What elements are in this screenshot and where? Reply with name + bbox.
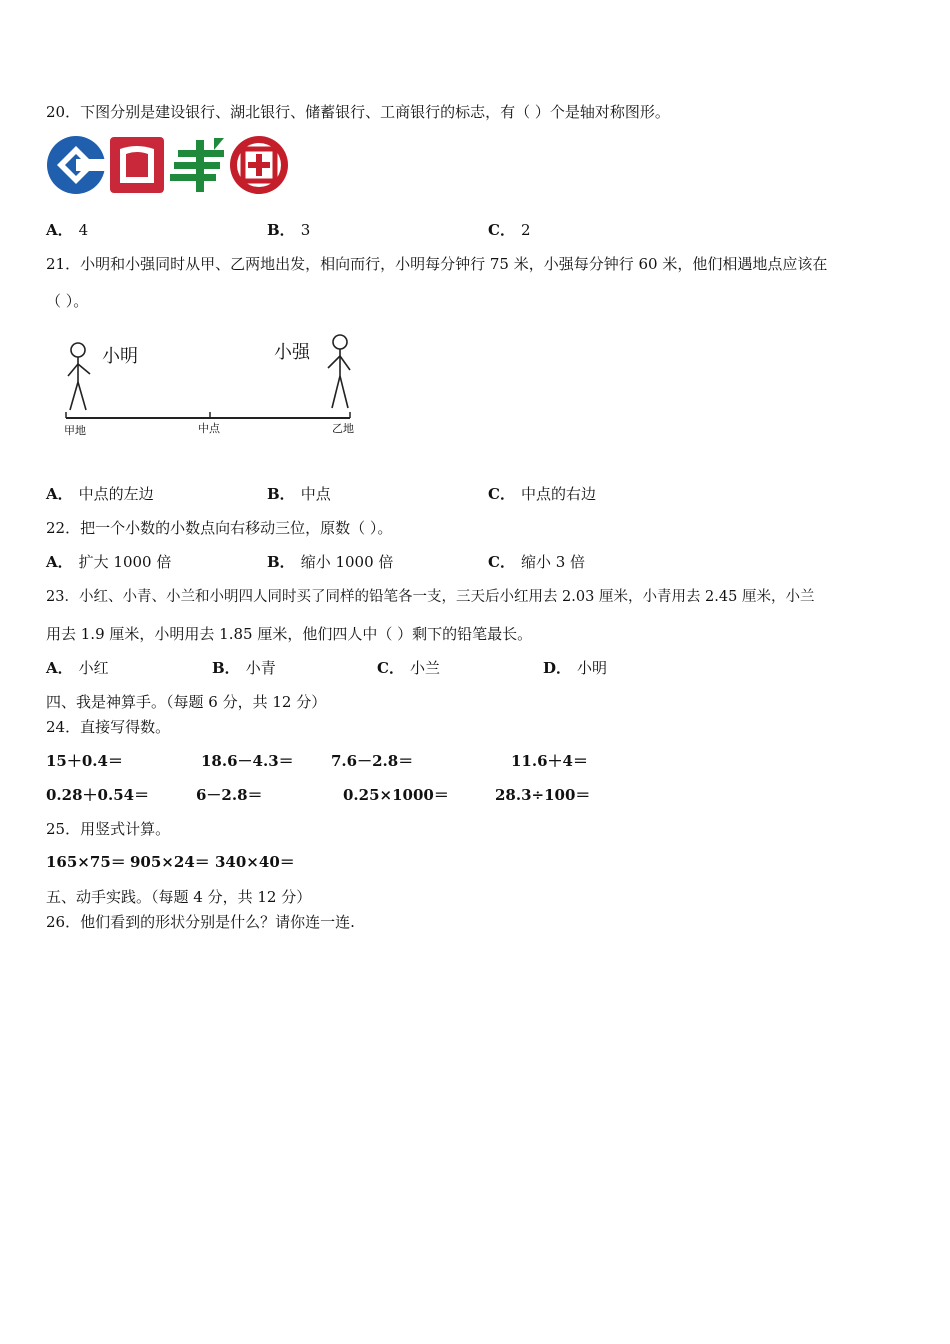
mid-label: 中点 — [198, 422, 220, 435]
q22-option-c — [488, 552, 585, 572]
q21-option-c — [488, 484, 596, 504]
option-letter: D． — [543, 659, 572, 677]
option-text: 缩小 3 倍 — [520, 553, 586, 571]
option-letter: A． — [46, 659, 73, 677]
question-23-text-line2: 用去 1.9 厘米，小明用去 1.85 厘米，他们四人中（ ）剩下的铅笔最长。 — [46, 625, 533, 643]
q22-option-a — [46, 552, 171, 572]
question-20-text: 20．下图分别是建设银行、湖北银行、储蓄银行、工商银行的标志，有（ ）个是轴对称图形。 — [46, 103, 670, 121]
question-21-text-line2: （ ）。 — [46, 292, 89, 310]
vertical-calc-item: 165×75＝ — [46, 853, 126, 871]
option-letter: C． — [488, 485, 515, 503]
option-text: 中点 — [300, 485, 331, 503]
bank-logos-svg — [46, 134, 296, 198]
question-22-text: 22．把一个小数的小数点向右移动三位，原数（ ）。 — [46, 519, 393, 537]
walking-figure — [60, 330, 370, 440]
postal-savings-logo-icon — [170, 138, 224, 192]
q23-option-a — [46, 658, 109, 678]
question-21-text-line1: 21．小明和小强同时从甲、乙两地出发，相向而行，小明每分钟行 75 米，小强每分钟行 60 米，他们相遇地点应该在 — [46, 255, 828, 273]
ccb-logo-icon — [47, 136, 106, 194]
xiaoming-person-icon — [68, 343, 90, 410]
calc-item: 7.6－2.8＝ — [331, 752, 414, 770]
q23-option-b — [212, 658, 276, 678]
start-label: 甲地 — [64, 424, 86, 437]
option-letter: B． — [267, 553, 295, 571]
question-26-text: 26．他们看到的形状分别是什么？请你连一连. — [46, 913, 355, 931]
q22-option-b — [267, 552, 393, 572]
option-letter: B． — [267, 485, 295, 503]
q20-option-b — [267, 220, 310, 240]
option-letter: B． — [267, 221, 295, 239]
section-4-heading: 四、我是神算手。（每题 6 分，共 12 分） — [46, 693, 327, 711]
vertical-calc-item: 905×24＝ — [130, 853, 210, 871]
option-letter: A． — [46, 485, 73, 503]
calc-item: 28.3÷100＝ — [495, 786, 591, 804]
option-letter: B． — [212, 659, 240, 677]
option-text: 扩大 1000 倍 — [78, 553, 172, 571]
icbc-logo-icon — [230, 136, 288, 194]
q23-option-d — [543, 658, 607, 678]
option-text: 中点的左边 — [78, 485, 154, 503]
calc-item: 15＋0.4＝ — [46, 752, 123, 770]
option-text: 小兰 — [409, 659, 440, 677]
option-text: 小明 — [577, 659, 608, 677]
hubei-bank-logo-icon — [110, 137, 164, 193]
option-letter: C． — [488, 221, 515, 239]
left-name-label: 小明 — [102, 346, 138, 367]
calc-item: 0.28＋0.54＝ — [46, 786, 150, 804]
question-25-text: 25．用竖式计算。 — [46, 820, 171, 838]
q20-option-c — [488, 220, 531, 240]
option-text: 小红 — [78, 659, 109, 677]
calc-item: 11.6＋4＝ — [511, 752, 588, 770]
right-name-label: 小强 — [274, 342, 310, 363]
xiaoqiang-person-icon — [328, 335, 350, 408]
option-letter: A． — [46, 553, 73, 571]
q21-option-a — [46, 484, 154, 504]
section-5-heading: 五、动手实践。（每题 4 分，共 12 分） — [46, 888, 312, 906]
option-text: 2 — [520, 221, 531, 239]
calc-item: 6－2.8＝ — [196, 786, 263, 804]
option-text: 4 — [78, 221, 89, 239]
q23-option-c — [377, 658, 440, 678]
bank-logos — [46, 134, 296, 198]
vertical-calc-item: 340×40＝ — [215, 853, 295, 871]
question-23-text-line1: 23．小红、小青、小兰和小明四人同时买了同样的铅笔各一支，三天后小红用去 2.03 厘米，小青用去 2.45 厘米，小兰 — [46, 589, 815, 605]
option-letter: C． — [488, 553, 515, 571]
calc-item: 0.25×1000＝ — [343, 786, 449, 804]
option-letter: C． — [377, 659, 404, 677]
question-24-text: 24．直接写得数。 — [46, 718, 171, 736]
q20-option-a — [46, 220, 88, 240]
option-text: 小青 — [245, 659, 276, 677]
option-text: 中点的右边 — [520, 485, 596, 503]
q21-option-b — [267, 484, 331, 504]
option-text: 3 — [300, 221, 311, 239]
option-text: 缩小 1000 倍 — [300, 553, 394, 571]
option-letter: A． — [46, 221, 73, 239]
calc-item: 18.6－4.3＝ — [201, 752, 294, 770]
end-label: 乙地 — [332, 422, 354, 435]
